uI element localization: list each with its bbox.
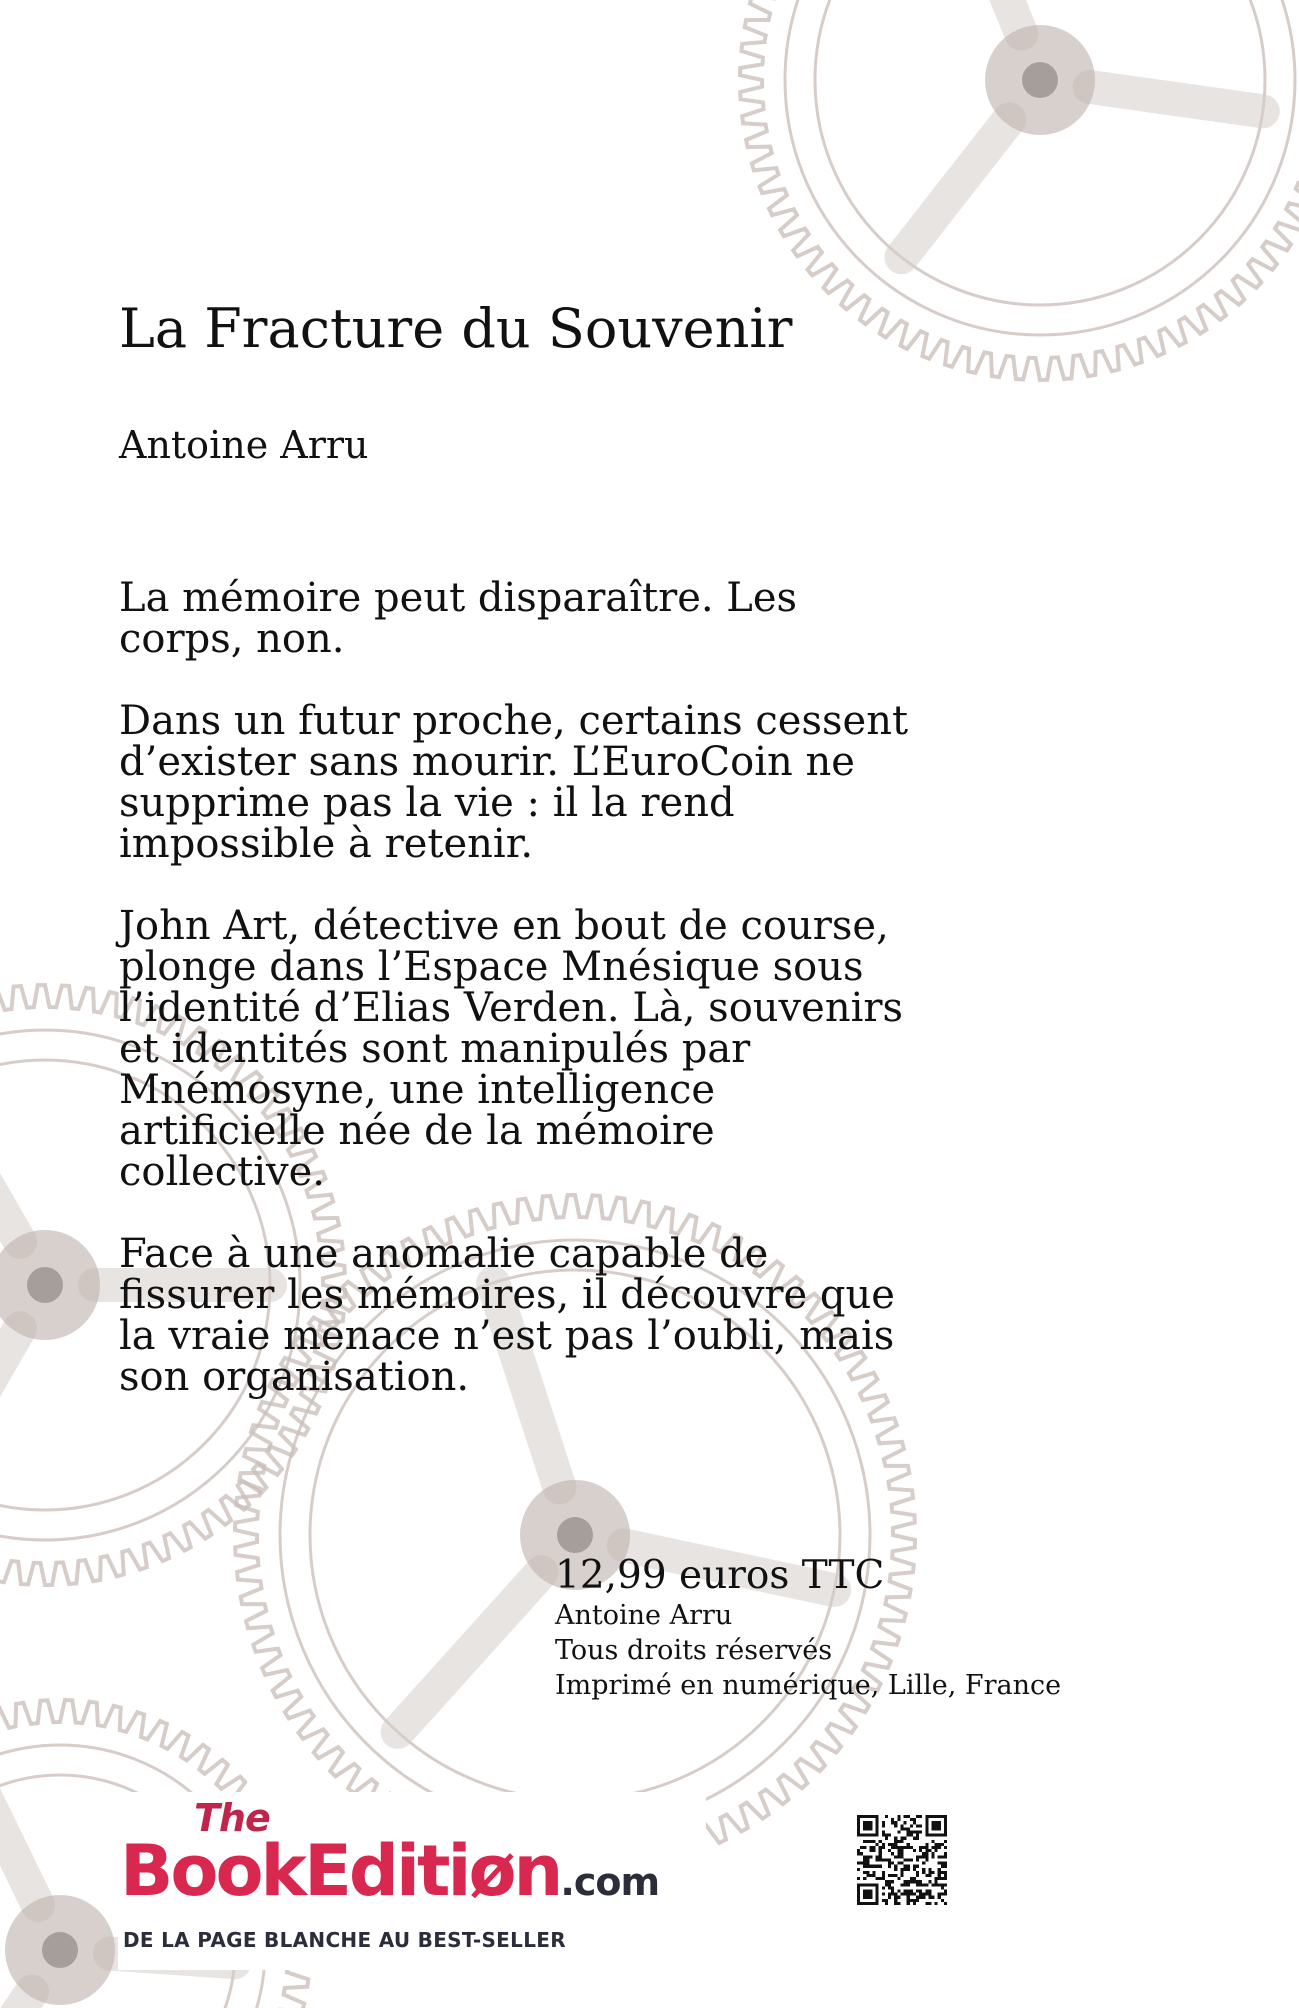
qr-code-icon — [857, 1815, 947, 1905]
book-author: Antoine Arru — [119, 423, 369, 467]
price: 12,99 euros TTC — [555, 1553, 885, 1598]
publisher-logo — [118, 1792, 706, 1970]
book-title: La Fracture du Souvenir — [119, 297, 793, 360]
rights-holder: Antoine Arru — [555, 1599, 733, 1631]
logo-name: BookEditiøn — [120, 1830, 561, 1912]
blurb-paragraph-3: John Art, détective en bout de course, plonge dans l’Espace Mnésique sous l’identité d’Elias Verden. Là, souvenirs et identités sont manipulés par Mnémosyne, une intelligence artificielle née de la mémoire collective. — [119, 903, 904, 1195]
logo-domain: .com — [560, 1860, 660, 1904]
logo-tagline: DE LA PAGE BLANCHE AU BEST-SELLER — [123, 1928, 566, 1952]
rights-notice: Tous droits réservés — [555, 1634, 833, 1666]
blurb-paragraph-2: Dans un futur proche, certains cessent d’exister sans mourir. L’EuroCoin ne supprime pas la vie : il la rend impossible à retenir. — [119, 698, 909, 867]
blurb-paragraph-4: Face à une anomalie capable de fissurer les mémoires, il découvre que la vraie menace n’est pas l’oubli, mais son organisation. — [119, 1231, 895, 1400]
logo-the: The — [194, 1796, 270, 1840]
blurb-paragraph-1: La mémoire peut disparaître. Les corps, non. — [119, 575, 798, 662]
printing-info: Imprimé en numérique, Lille, France — [555, 1669, 1062, 1701]
back-cover-blurb — [119, 575, 949, 1439]
logo-wordmark — [120, 1830, 659, 1912]
publication-info — [555, 1555, 1115, 1703]
